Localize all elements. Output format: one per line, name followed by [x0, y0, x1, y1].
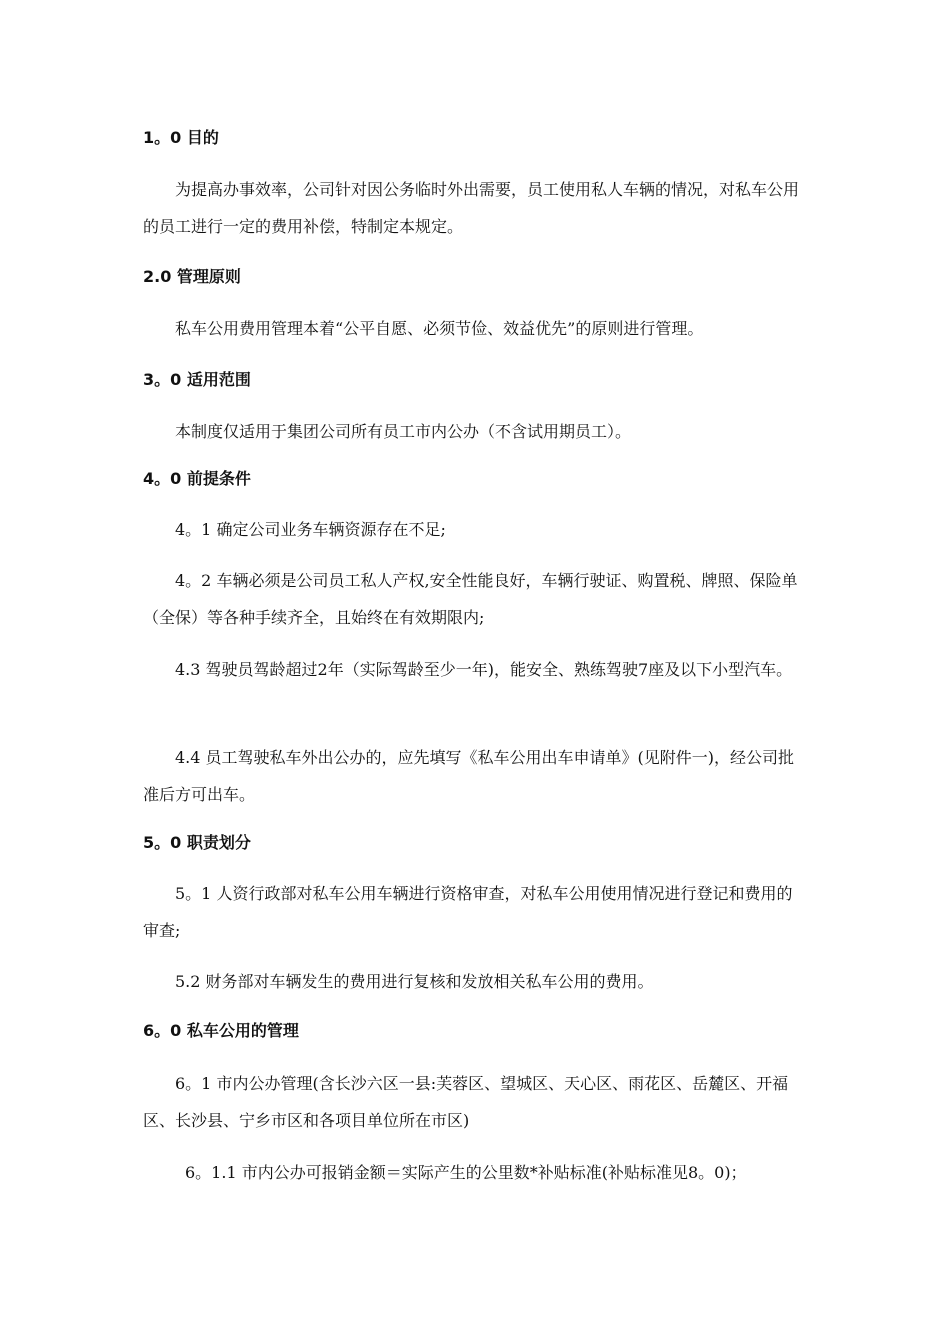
paragraph-principles: 私车公用费用管理本着“公平自愿、必须节俭、效益优先”的原则进行管理。 — [175, 319, 704, 338]
paragraph-management-6-1-1: 6。1.1 市内公办可报销金额＝实际产生的公里数*补贴标准(补贴标准见8。0)； — [185, 1163, 747, 1182]
section-heading-preconditions: 4。0 前提条件 — [143, 469, 251, 488]
section-heading-scope: 3。0 适用范围 — [143, 370, 251, 389]
paragraph-responsibility-5-1: 5。1 人资行政部对私车公用车辆进行资格审查，对私车公用使用情况进行登记和费用的审查; — [143, 884, 793, 940]
section-heading-management: 6。0 私车公用的管理 — [143, 1021, 299, 1040]
section-heading-responsibilities: 5。0 职责划分 — [143, 833, 251, 852]
section-heading-principles: 2.0 管理原则 — [143, 267, 241, 286]
paragraph-scope: 本制度仅适用于集团公司所有员工市内公办（不含试用期员工）。 — [175, 422, 632, 441]
paragraph-condition-4-3: 4.3 驾驶员驾龄超过2年（实际驾龄至少一年)，能安全、熟练驾驶7座及以下小型汽车。 — [175, 660, 793, 679]
paragraph-condition-4-4: 4.4 员工驾驶私车外出公办的，应先填写《私车公用出车申请单》(见附件一)，经公司批准后方可出车。 — [143, 748, 795, 804]
paragraph-purpose: 为提高办事效率，公司针对因公务临时外出需要，员工使用私人车辆的情况，对私车公用的员工进行一定的费用补偿，特制定本规定。 — [143, 180, 800, 236]
section-heading-purpose: 1。0 目的 — [143, 128, 219, 147]
paragraph-condition-4-1: 4。1 确定公司业务车辆资源存在不足; — [175, 520, 446, 539]
paragraph-condition-4-2: 4。2 车辆必须是公司员工私人产权,安全性能良好，车辆行驶证、购置税、牌照、保险单（全保）等各种手续齐全，且始终在有效期限内; — [143, 571, 798, 627]
paragraph-management-6-1: 6。1 市内公办管理(含长沙六区一县:芙蓉区、望城区、天心区、雨花区、岳麓区、开福区、长沙县、宁乡市区和各项目单位所在市区) — [143, 1074, 789, 1130]
paragraph-responsibility-5-2: 5.2 财务部对车辆发生的费用进行复核和发放相关私车公用的费用。 — [175, 972, 654, 991]
